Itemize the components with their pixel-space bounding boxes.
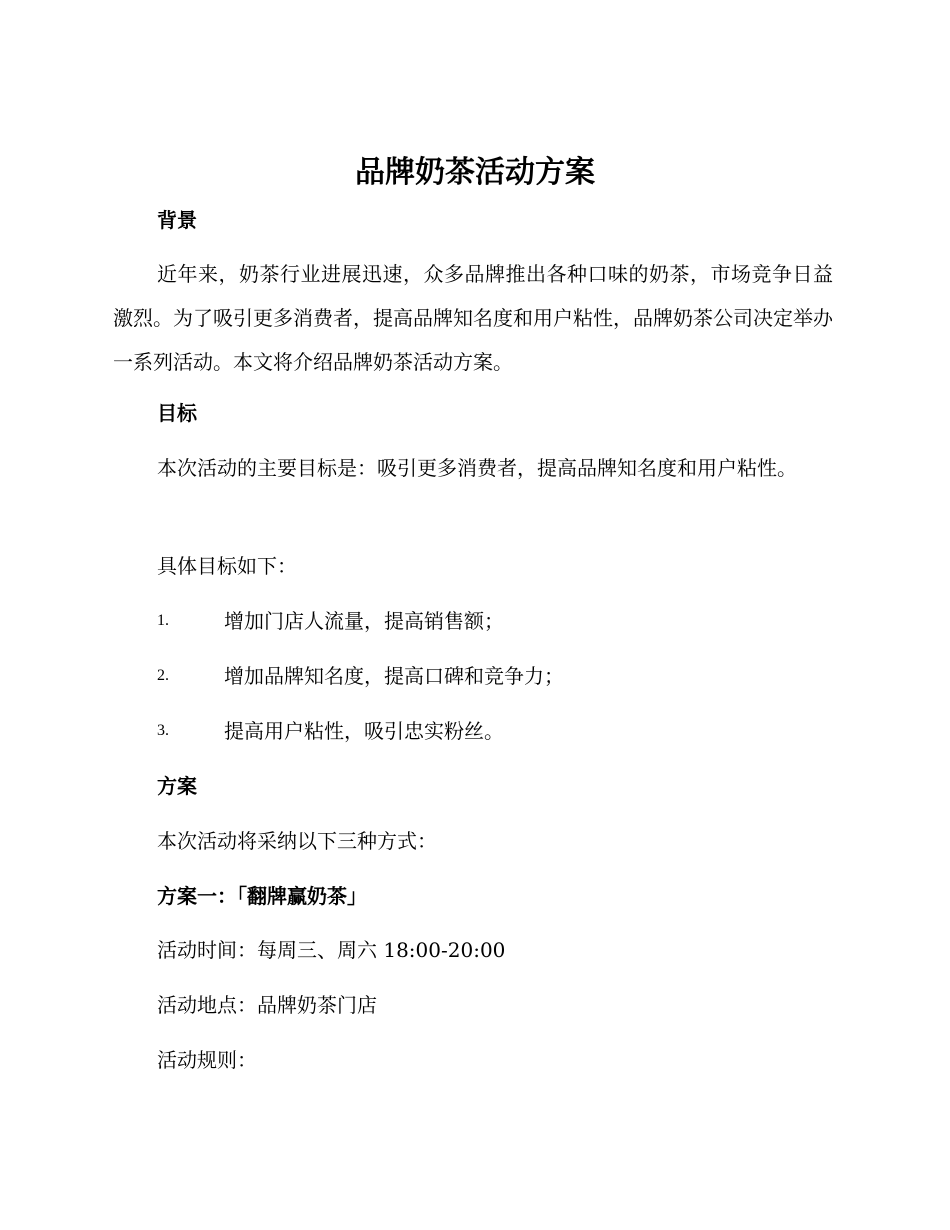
plan-intro: 本次活动将采纳以下三种方式： (157, 829, 437, 853)
goals-paragraph: 本次活动的主要目标是：吸引更多消费者，提高品牌知名度和用户粘性。 (157, 456, 797, 480)
option1-place: 活动地点：品牌奶茶门店 (157, 993, 377, 1017)
option1-time: 活动时间：每周三、周六 18:00-20:00 (157, 938, 506, 962)
list-item-text: 增加品牌知名度，提高口碑和竞争力； (224, 664, 564, 688)
list-item-number: 2. (157, 667, 169, 684)
list-item-number: 1. (157, 612, 169, 629)
list-item (157, 716, 837, 746)
option1-heading: 方案一：「翻牌赢奶茶」 (157, 884, 367, 908)
section-heading-plan: 方案 (157, 774, 197, 798)
list-item-text: 提高用户粘性，吸引忠实粉丝。 (224, 719, 504, 743)
goals-intro: 具体目标如下： (157, 554, 297, 578)
background-paragraph: 近年来，奶茶行业进展迅速，众多品牌推出各种口味的奶茶，市场竞争日益激烈。为了吸引更多消费者，提高品牌知名度和用户粘性，品牌奶茶公司决定举办一系列活动。本文将介绍品牌奶茶活动方案。 (113, 262, 833, 374)
list-item-number: 3. (157, 722, 169, 739)
option1-rules: 活动规则： (157, 1048, 257, 1072)
document-title: 品牌奶茶活动方案 (355, 155, 595, 190)
list-item-text: 增加门店人流量，提高销售额； (224, 609, 504, 633)
list-item (157, 661, 837, 691)
list-item (157, 606, 837, 636)
section-heading-background: 背景 (157, 208, 197, 232)
section-heading-goals: 目标 (157, 401, 197, 425)
